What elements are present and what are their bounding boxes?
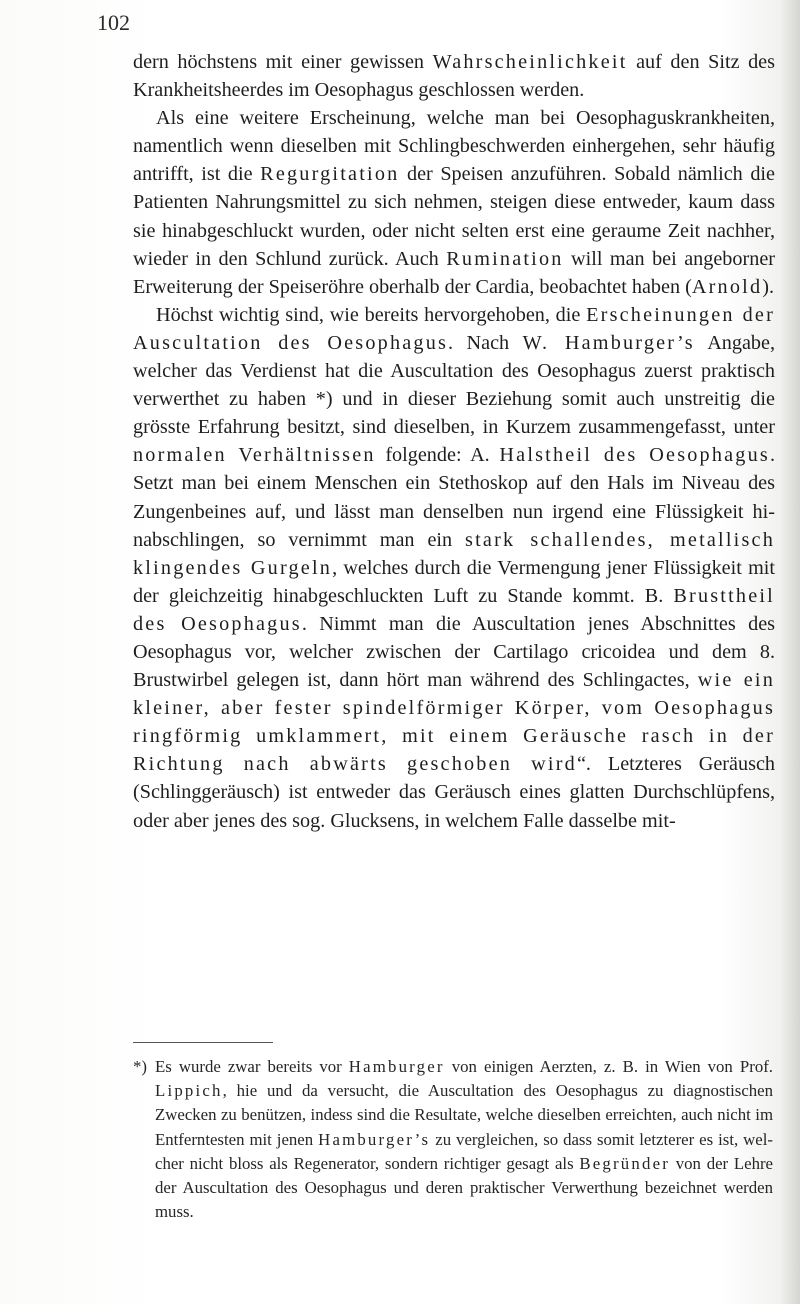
text-run: will man bei angeborner Erweiterung der Speiseröhre oberhalb der Cardia, beobachtet haben ( bbox=[133, 247, 775, 298]
text-run: der Speisen anzuführen. Sobald nämlich die Patienten Nahrungsmittel zu sich nehmen, steigen diese entweder, kaum dass sie hinabgeschluckt wurden, oder nicht selten erst eine geraume Zeit nachher, wieder in den Schlund zurück. Auch bbox=[133, 163, 776, 270]
spaced-text: wie ein kleiner, aber fester spindelförmiger Körper, vom Oesophagus ringförmig umklammert, mit einem Geräusche rasch in der Richtung nach abwärts geschoben wird bbox=[133, 669, 776, 776]
text-run: Höchst wichtig sind, wie bereits hervorgehoben, die bbox=[156, 303, 587, 326]
text-run: von einigen Aerzten, z. B. in Wien von Prof. bbox=[444, 1057, 773, 1076]
text-run: dern höchstens mit einer gewissen bbox=[133, 51, 433, 73]
spaced-text: W. Hamburger’s bbox=[522, 331, 695, 354]
paragraph bbox=[133, 48, 775, 104]
page-edge-shadow bbox=[780, 0, 800, 1304]
text-run: von der Lehre der Auscultation des Oesophagus und deren praktischer Verwerthung bezeichnet werden muss. bbox=[155, 1153, 774, 1222]
spaced-text: Arnold bbox=[691, 275, 763, 298]
text-run: , welches durch die Vermengung jener Flüssigkeit mit der gleichzeitig hinabgeschluckten Luft zu Stande kommt. B. bbox=[133, 556, 775, 607]
text-run: , hie und da versucht, die Auscultation des Oesophagus zu diagnostischen Zwecken zu benützen, indess sind die Resultate, welche dieselben erreichten, auch nicht im Entferntesten mit jenen bbox=[155, 1081, 773, 1149]
spaced-text: Lippich bbox=[155, 1081, 223, 1101]
text-run: zu vergleichen, so dass somit letzterer es ist, welcher nicht bloss als Regenerator, sondern richtiger gesagt als bbox=[155, 1129, 773, 1173]
footnote bbox=[133, 1055, 773, 1224]
footnote-marker: *) bbox=[133, 1057, 147, 1076]
spaced-text: normalen Verhältnissen bbox=[133, 444, 376, 467]
spaced-text: Begründer bbox=[579, 1153, 671, 1173]
text-run: . Nach bbox=[448, 331, 523, 354]
footnote-text bbox=[155, 1057, 773, 1221]
spaced-text: Rumination bbox=[446, 247, 564, 270]
footnotes bbox=[133, 1055, 773, 1224]
text-run: folgende: A. bbox=[375, 444, 500, 467]
text-run: . Setzt man bei einem Menschen ein Stethoskop auf den Hals im Niveau des Zungenbeines auf, und lässt man denselben nun irgend eine Flüssigkeit hinabschlingen, so vernimmt man ein bbox=[133, 444, 775, 551]
spaced-text: Brusttheil des Oesophagus bbox=[133, 584, 775, 635]
paragraph bbox=[133, 104, 775, 301]
spaced-text: Regurgitation bbox=[260, 163, 400, 186]
page-number: 102 bbox=[97, 10, 130, 35]
text-run: . Nimmt man die Auscultation jenes Abschnittes des Oesophagus vor, welcher zwischen der Cartilago cricoidea und dem 8. Brustwirbel gelegen ist, dann hört man während des Schlingactes, bbox=[133, 612, 776, 692]
spaced-text: Erscheinungen der Auscultation des Oesophagus bbox=[133, 303, 776, 354]
spaced-text: stark schallendes, metallisch klingendes Gurgeln bbox=[133, 528, 775, 579]
paragraph bbox=[133, 301, 775, 835]
spaced-text: Hamburger bbox=[348, 1057, 445, 1076]
main-text bbox=[133, 48, 775, 835]
spaced-text: Hamburger’s bbox=[318, 1129, 431, 1149]
spaced-text: Wahrscheinlichkeit bbox=[432, 51, 628, 73]
text-run: ). bbox=[762, 275, 775, 298]
text-run: “. Letzteres Geräusch (Schlinggeräusch) ist entweder das Geräusch eines glatten Durchschlüpfens, oder aber jenes des sog. Glucksens, in welchem Falle dasselbe mit- bbox=[133, 753, 775, 832]
spaced-text: Halstheil des Oesophagus bbox=[499, 444, 770, 467]
text-run: Angabe, welcher das Verdienst hat die Auscultation des Oesophagus zuerst praktisch verwerthet zu haben *) und in dieser Beziehung somit auch unstreitig die grösste Erfahrung besitzt, sind dieselben, in Kurzem zusammengefasst, unter bbox=[133, 331, 776, 439]
text-run: auf den Sitz des Krankheitsheerdes im Oesophagus geschlossen werden. bbox=[133, 51, 775, 102]
text-run: Als eine weitere Erscheinung, welche man bei Oesophaguskrankheiten, namentlich wenn dieselben mit Schlingbeschwerden einhergehen, sehr häufig antrifft, ist die bbox=[133, 107, 775, 186]
footnote-divider bbox=[133, 1042, 273, 1043]
text-run: Es wurde zwar bereits vor bbox=[155, 1057, 349, 1076]
